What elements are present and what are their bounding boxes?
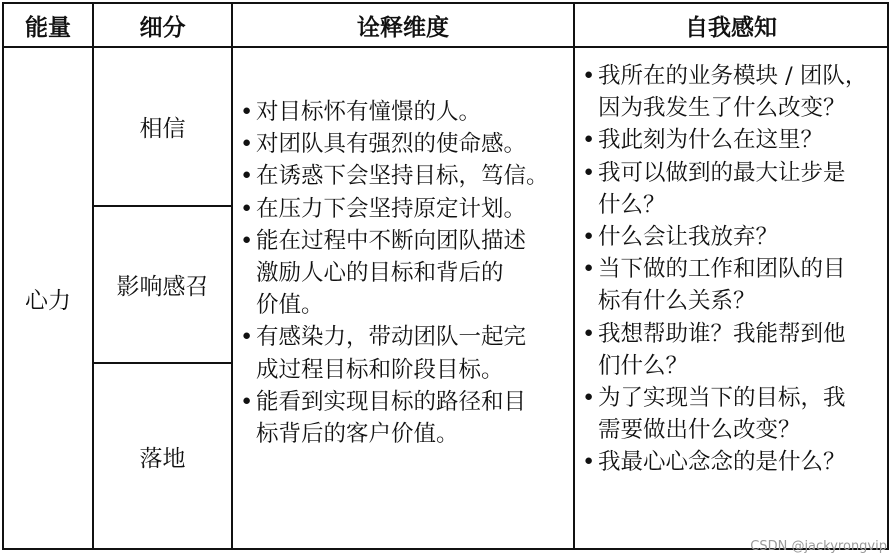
line: 价值。: [256, 292, 324, 319]
list-item: [240, 128, 570, 160]
list-item: [582, 446, 882, 478]
line: 们什么？: [598, 352, 689, 379]
line: 成过程目标和阶段目标。: [256, 356, 504, 383]
list-item: [240, 160, 570, 192]
header-self-perception: 自我感知: [685, 14, 777, 41]
line: • 能看到实现目标的路径和目: [256, 388, 527, 415]
line: • 我所在的业务模块 / 团队，: [598, 63, 868, 89]
line: 什么会让我放弃？: [598, 224, 779, 251]
line: • 有感染力，带动团队一起完: [256, 324, 527, 351]
line: 我此刻为什么在这里？: [598, 127, 824, 154]
list-item: [582, 253, 882, 317]
line: 因为我发生了什么改变？: [598, 95, 846, 122]
column-divider: [231, 2, 233, 550]
list-item: [582, 157, 882, 221]
line: 在诱惑下会坚持目标，笃信。: [256, 163, 549, 190]
header-subdivision: 细分: [139, 14, 186, 41]
line: 什么？: [598, 191, 666, 218]
line: 需要做出什么改变？: [598, 417, 801, 444]
list-item: [582, 60, 882, 124]
list-item: [582, 124, 882, 156]
watermark: CSDN @jackyrongvip: [750, 539, 887, 554]
list-item: [582, 221, 882, 253]
line: 在压力下会坚持原定计划。: [256, 195, 527, 222]
line: • 我想帮助谁？我能帮到他: [598, 320, 846, 347]
list-item: [240, 96, 570, 128]
list-item: [582, 318, 882, 382]
subdivision-cell: 落地: [139, 445, 186, 472]
line: • 我可以做到的最大让步是: [598, 159, 846, 186]
list-item: [582, 382, 882, 446]
line: • 能在过程中不断向团队描述: [256, 227, 527, 254]
energy-cell: 心力: [25, 287, 71, 314]
column-divider: [573, 2, 575, 550]
line: • 为了实现当下的目标，我: [598, 385, 846, 412]
header-interpretation: 诠释维度: [357, 14, 449, 41]
list-item: [240, 321, 570, 385]
line: 对目标怀有憧憬的人。: [256, 99, 482, 125]
line: 激励人心的目标和背后的: [256, 260, 504, 287]
line: • 当下做的工作和团队的目: [598, 256, 846, 283]
line: 我最心心念念的是什么？: [598, 449, 846, 476]
interpretation-list: [240, 96, 570, 450]
subdivision-cell: 影响感召: [116, 274, 209, 300]
subdivision-cell: 相信: [139, 116, 186, 142]
list-item: [240, 225, 570, 322]
line: 标有什么关系？: [598, 288, 756, 315]
list-item: [240, 386, 570, 450]
line: 对团队具有强烈的使命感。: [256, 131, 527, 158]
header-energy: 能量: [25, 14, 71, 41]
line: 标背后的客户价值。: [256, 421, 459, 448]
self-perception-list: [582, 60, 882, 479]
list-item: [240, 193, 570, 225]
